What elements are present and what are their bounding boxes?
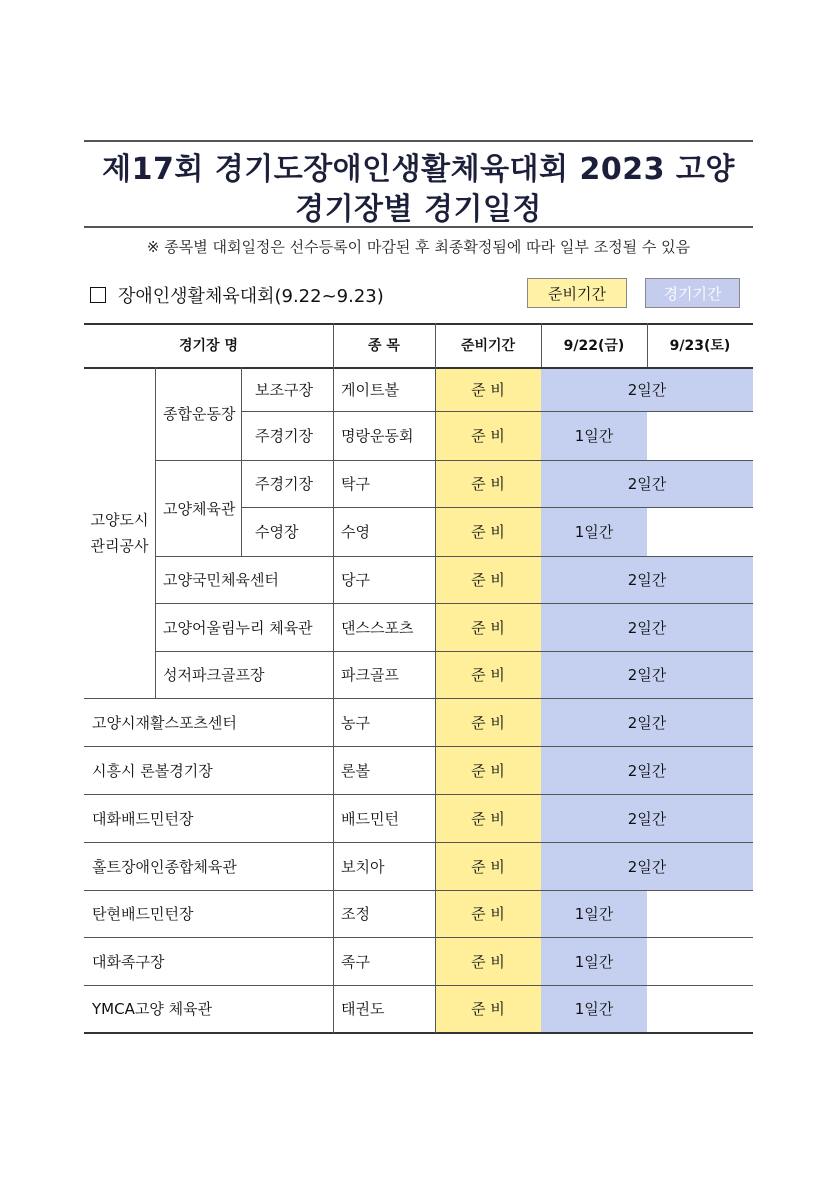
days-cell: 1일간 <box>574 952 614 971</box>
page-subtitle: 경기장별 경기일정 <box>295 192 542 227</box>
checkbox-square-icon <box>90 287 106 303</box>
venue-cell: 고양시재활스포츠센터 <box>92 713 237 732</box>
days-cell: 1일간 <box>574 427 614 445</box>
prep-cell: 준 비 <box>471 809 505 828</box>
days-cell: 1일간 <box>574 905 614 923</box>
prep-cell: 준 비 <box>471 952 505 971</box>
venue-cell: 대화배드민턴장 <box>92 809 194 828</box>
venue-cell: 홀트장애인종합체육관 <box>92 857 237 876</box>
sport-cell: 파크골프 <box>341 666 399 684</box>
prep-cell: 준 비 <box>471 427 505 445</box>
days-cell: 2일간 <box>627 571 667 589</box>
prep-cell: 준 비 <box>471 905 505 923</box>
prep-cell: 준 비 <box>471 857 505 876</box>
sport-cell: 당구 <box>341 571 370 589</box>
days-cell: 2일간 <box>627 761 667 780</box>
prep-cell: 준 비 <box>471 666 505 684</box>
prep-cell: 준 비 <box>471 380 505 399</box>
prep-cell: 준 비 <box>471 618 505 637</box>
sport-cell: 태권도 <box>341 1000 385 1018</box>
venue-cell: 시흥시 론볼경기장 <box>92 761 213 780</box>
sport-cell: 배드민턴 <box>341 809 399 828</box>
title-bottom-rule <box>84 226 753 228</box>
days-cell: 2일간 <box>627 857 667 876</box>
schedule-note: ※ 종목별 대회일정은 선수등록이 마감된 후 최종확정됨에 따라 일부 조정될 수 있음 <box>146 238 691 256</box>
section-heading <box>90 282 384 308</box>
sub-venue: 보조구장 <box>255 380 313 399</box>
group-gym: 고양체육관 <box>163 499 236 518</box>
days-cell: 1일간 <box>574 1000 614 1018</box>
header-sport: 종 목 <box>368 338 400 354</box>
venue-cell: 고양국민체육센터 <box>163 571 279 589</box>
venue-cell: 성저파크골프장 <box>163 666 265 684</box>
sport-cell: 농구 <box>341 713 370 732</box>
prep-cell: 준 비 <box>471 571 505 589</box>
venue-cell: 고양어울림누리 체육관 <box>163 618 313 637</box>
days-cell: 2일간 <box>627 618 667 637</box>
header-prep: 준비기간 <box>460 338 516 354</box>
venue-cell: 탄현배드민턴장 <box>92 905 194 923</box>
days-cell: 2일간 <box>627 475 667 493</box>
sport-cell: 론볼 <box>341 761 370 780</box>
venue-cell: YMCA고양 체육관 <box>92 1000 213 1018</box>
sport-cell: 명랑운동회 <box>341 427 414 445</box>
org-line2: 관리공사 <box>90 536 149 555</box>
days-cell: 2일간 <box>627 380 667 399</box>
sport-cell: 족구 <box>341 952 370 971</box>
sport-cell: 조정 <box>341 905 370 923</box>
days-cell: 1일간 <box>574 523 614 541</box>
prep-cell: 준 비 <box>471 713 505 732</box>
sub-venue: 수영장 <box>255 523 299 541</box>
org-line1: 고양도시 <box>90 510 149 529</box>
prep-cell: 준 비 <box>471 761 505 780</box>
sport-cell: 게이트볼 <box>341 380 399 399</box>
sub-venue: 주경기장 <box>255 475 313 493</box>
group-complex: 종합운동장 <box>163 405 236 423</box>
schedule-table <box>84 323 753 1033</box>
header-day2: 9/23(토) <box>669 338 731 354</box>
prep-cell: 준 비 <box>471 1000 505 1018</box>
days-cell: 2일간 <box>627 666 667 684</box>
sub-venue: 주경기장 <box>255 427 313 445</box>
legend-game: 경기기간 <box>645 278 740 308</box>
title-top-rule <box>84 140 753 142</box>
prep-cell: 준 비 <box>471 475 505 493</box>
sport-cell: 댄스스포츠 <box>341 618 414 637</box>
header-venue: 경기장 명 <box>179 338 238 354</box>
days-cell: 2일간 <box>627 713 667 732</box>
venue-cell: 대화족구장 <box>92 952 165 971</box>
prep-cell: 준 비 <box>471 523 505 541</box>
sport-cell: 보치아 <box>341 857 385 876</box>
sport-cell: 수영 <box>341 523 370 541</box>
legend-prep: 준비기간 <box>527 278 627 308</box>
header-day1: 9/22(금) <box>563 338 625 354</box>
org-name <box>84 367 155 698</box>
sport-cell: 탁구 <box>341 475 370 493</box>
page-title: 제17회 경기도장애인생활체육대회 2023 고양 <box>102 152 735 187</box>
section-label: 장애인생활체육대회(9.22~9.23) <box>118 286 384 307</box>
days-cell: 2일간 <box>627 809 667 828</box>
